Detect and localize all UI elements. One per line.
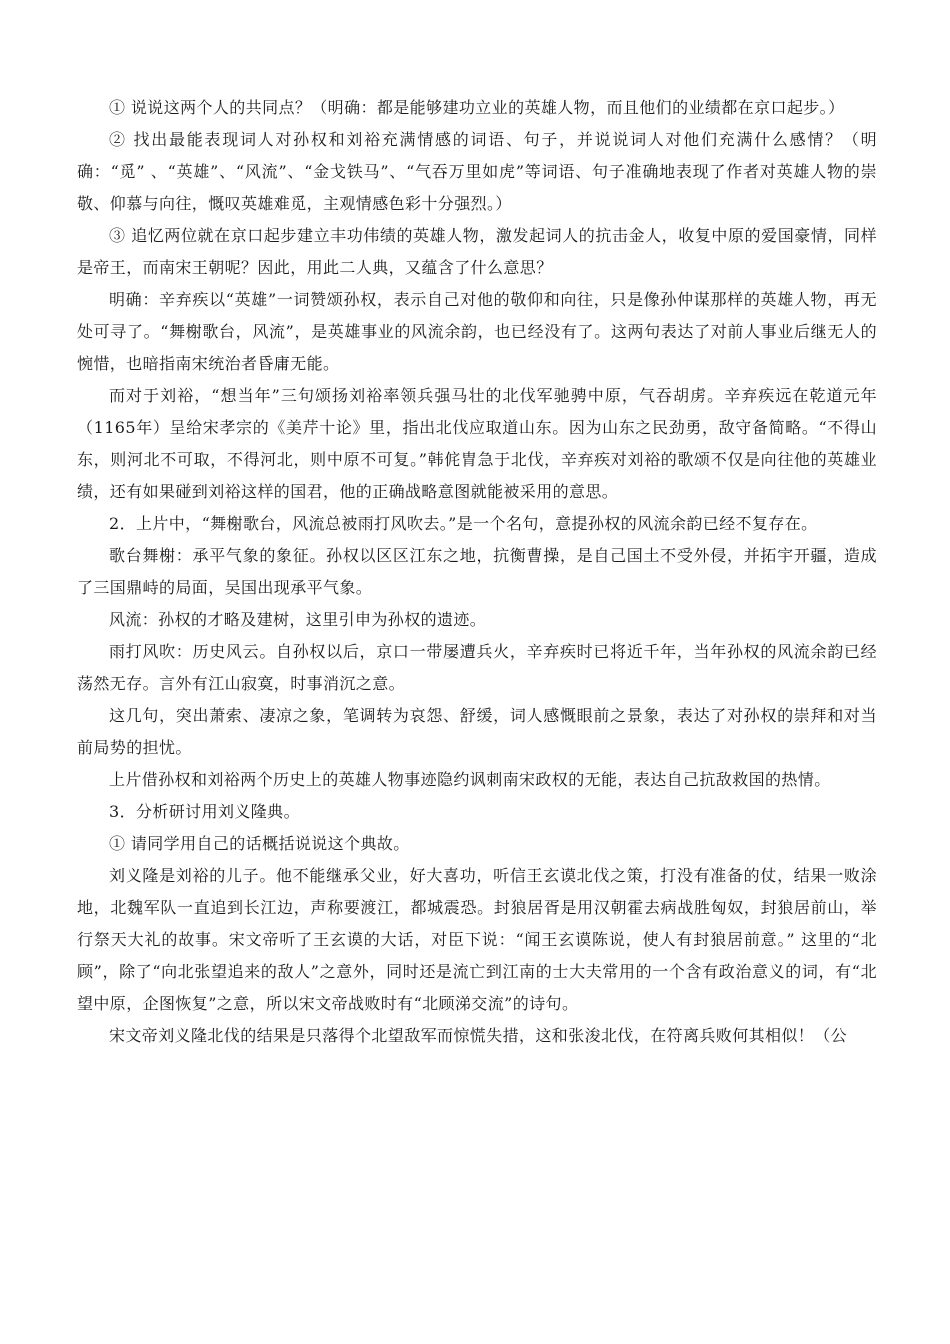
paragraph-section-2: 2．上片中，“舞榭歌台，风流总被雨打风吹去。”是一个名句，意提孙权的风流余韵已经不复存在。 [109,514,818,533]
paragraph-question-3: ③ 追忆两位就在京口起步建立丰功伟绩的英雄人物，激发起词人的抗击金人，收复中原的爱国豪情，同样是帝王，而南宋王朝呢？因此，用此二人典，又蕴含了什么意思？ [77,226,877,277]
paragraph-section-3: 3．分析研讨用刘义隆典。 [109,802,300,821]
paragraph-fengliu: 风流：孙权的才略及建树，这里引申为孙权的遗迹。 [109,610,487,629]
paragraph-first-half-summary: 上片借孙权和刘裕两个历史上的英雄人物事迹隐约讽刺南宋政权的无能，表达自己抗敌救国的热情。 [109,770,831,789]
paragraph-getai-wuxie: 歌台舞榭：承平气象的象征。孙权以区区江东之地，抗衡曹操，是自己国土不受外侵，并拓宇开疆，造成了三国鼎峙的局面，吴国出现承平气象。 [77,546,877,597]
paragraph-answer-sun-quan: 明确：辛弃疾以“英雄”一词赞颂孙权，表示自己对他的敬仰和向往，只是像孙仲谋那样的英雄人物，再无处可寻了。“舞榭歌台，风流”，是英雄事业的风流余韵，也已经没有了。这两句表达了对前人事业后继无人的惋惜，也暗指南宋统治者昏庸无能。 [77,290,877,373]
paragraph-liu-yu: 而对于刘裕，“想当年”三句颂扬刘裕率领兵强马壮的北伐军驰骋中原，气吞胡虏。辛弃疾远在乾道元年（1165年）呈给宋孝宗的《美芹十论》里，指出北伐应取道山东。因为山东之民劲勇，敌守备简略。“不得山东，则河北不可取，不得河北，则中原不可复。”韩侂胄急于北伐，辛弃疾对刘裕的歌颂不仅是向往他的英雄业绩，还有如果碰到刘裕这样的国君，他的正确战略意图就能被采用的意思。 [77,386,877,501]
paragraph-question-1: ① 说说这两个人的共同点？（明确：都是能够建功立业的英雄人物，而且他们的业绩都在京口起步。） [109,98,845,117]
paragraph-liu-yilong: 刘义隆是刘裕的儿子。他不能继承父业，好大喜功，听信王玄谟北伐之策，打没有准备的仗，结果一败涂地，北魏军队一直追到长江边，声称要渡江，都城震恐。封狼居胥是用汉朝霍去病战胜匈奴，封狼居前山，举行祭天大礼的故事。宋文帝听了王玄谟的大话，对臣下说：“闻王玄谟陈说，使人有封狼居前意。” 这里的“北顾”，除了“向北张望追来的敌人”之意外，同时还是流亡到江南的士大夫常用的一个含有政治意义的词，有“北望中原，企图恢复”之意，所以宋文帝战败时有“北顾涕交流”的诗句。 [77,866,877,1013]
document-body [77,92,877,1052]
paragraph-song-wendi: 宋文帝刘义隆北伐的结果是只落得个北望敌军而惊慌失措，这和张浚北伐，在符离兵败何其相似！（公 [109,1026,848,1045]
paragraph-yuda-fengchui: 雨打风吹：历史风云。自孙权以后，京口一带屡遭兵火，辛弃疾时已将近千年，当年孙权的风流余韵已经荡然无存。言外有江山寂寞，时事消沉之意。 [77,642,877,693]
paragraph-question-2: ② 找出最能表现词人对孙权和刘裕充满情感的词语、句子，并说说词人对他们充满什么感情？（明确：“觅” 、“英雄”、“风流”、“金戈铁马”、“气吞万里如虎”等词语、句子准确地表现了作者对英雄人物的崇敬、仰慕与向往，慨叹英雄难觅，主观情感色彩十分强烈。） [77,130,877,213]
paragraph-question-retell: ① 请同学用自己的话概括说说这个典故。 [109,834,410,853]
paragraph-summary-lines: 这几句，突出萧索、凄凉之象，笔调转为哀怨、舒缓，词人感慨眼前之景象，表达了对孙权的崇拜和对当前局势的担忧。 [77,706,877,757]
